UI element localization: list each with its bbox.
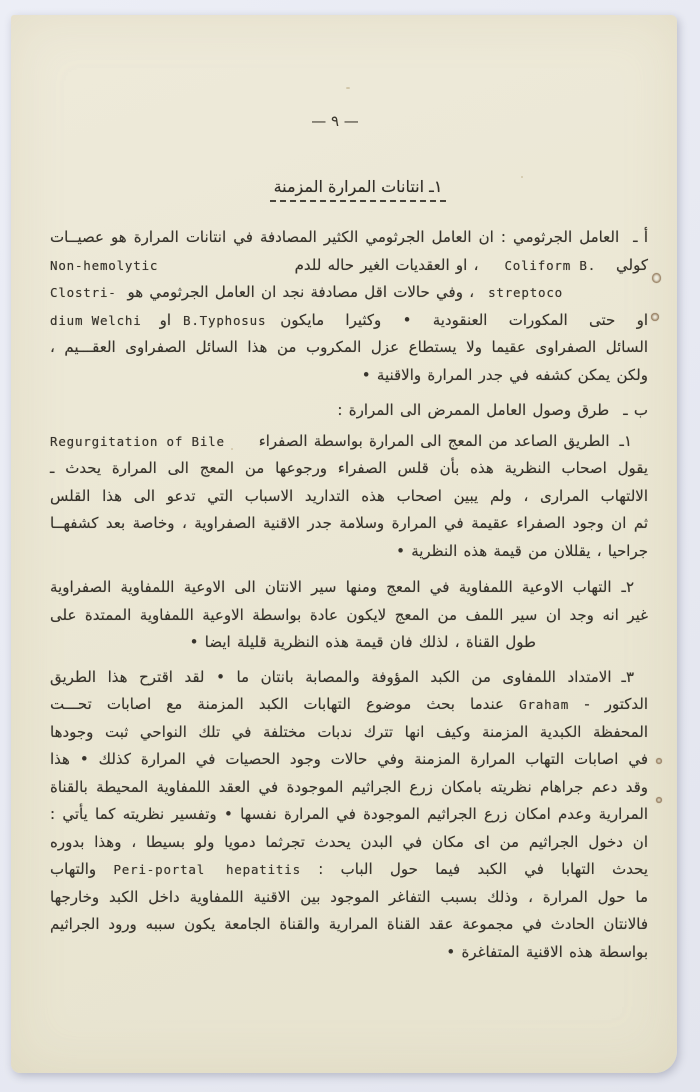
paper-hole [651, 313, 659, 321]
latin-term-coliform: Coliform B. [504, 257, 597, 273]
text-3-2-arabic1: الدكتور - [584, 695, 648, 713]
text-line-3-11: بواسطة هذه الاقنية المتفاغرة • [446, 942, 648, 961]
text-3-2-arabic2: عندما بحث موضوع التهابات الكبد المزمنة مع اصابات تحـــت [50, 695, 505, 713]
text-a1: العامل الجرثومي : ان العامل الجرثومي الكثير المصادفة في انتانات المرارة هو عصيــات [50, 228, 620, 246]
text-1-1-arabic [259, 428, 632, 454]
paper-speck [231, 448, 233, 450]
item-marker-3: ٣ـ [621, 667, 634, 686]
text-line-3-1 [50, 664, 648, 692]
text-b1: طرق وصول العامل الممرض الى المرارة : [337, 401, 610, 419]
text-2-1: التهاب الاوعية اللمفاوية في المعج ومنها سير الانتان الى الاوعية اللمفاوية الصفراوية [50, 578, 612, 596]
text-line-3-6: المرارية وعدم امكان زرع الجراثيم الموجودة في المرارة نفسها • وتفسير نظريته كما يأتي : [50, 805, 648, 823]
text-line-1-4: ثم ان وجود الصفراء عقيمة في المرارة وسلامة جدر الاقنية الصفراوية ، وخاصة بعد كشفهــا [50, 514, 648, 532]
text-a4-arabic2: او حتى المكورات العنقودية • وكثيرا مايكون [280, 310, 648, 329]
paper-hole [652, 273, 661, 283]
text-line-3-7: ان دخول الجراثيم من اى مكان في البدن يحدث تجرثما دمويا ولو بسيطا ، وهذا بدوره [50, 832, 648, 851]
latin-term-peri-portal-hepatitis: Peri-portal hepatitis [113, 862, 301, 877]
text-line-1-3: الالتهاب المرارى ، ولم يبين اصحاب هذه التداريد الاسباب التي تدعو الى هذا القلس [50, 486, 648, 505]
text-line-2-2: غير انه وجد ان سير اللمف من المعج لايكون عادة بواسطة الاوعية اللمفاوية الممتدة على [50, 605, 648, 624]
text-line-b1 [50, 397, 648, 425]
text-line-a6: ولكن يمكن كشفه في جدر المرارة والاقنية • [361, 365, 648, 384]
paper-hole [656, 797, 662, 803]
document-body [50, 224, 648, 966]
text-a2-arabic2: كولي [616, 255, 648, 274]
text-line-2-1 [50, 574, 648, 602]
latin-term-streptoco: streptoco [488, 285, 563, 300]
latin-term-clostri: Clostri- [50, 285, 117, 300]
item-marker-1: ١ـ [619, 431, 632, 450]
text-line-1-2: يقول اصحاب النظرية هذه بأن قلس الصفراء ورجوعها من المعج الى المرارة يحدث ـ [50, 459, 648, 477]
section-heading-text: ١ـ انتانات المرارة المزمنة [270, 177, 447, 202]
paper-speck [346, 87, 350, 89]
latin-term-b-typhosus: B.Typhosus [183, 312, 267, 328]
latin-term-dium-welchi: dium Welchi [50, 312, 142, 328]
text-line-3-2 [50, 691, 648, 719]
latin-term-non-hemolytic: Non-hemolytic [50, 257, 159, 273]
paper-speck [521, 176, 523, 178]
text-line-a3 [50, 279, 648, 307]
latin-term-regurgitation-of-bile: Regurgitation of Bile [50, 433, 225, 449]
section-heading [0, 177, 700, 202]
text-1-1-arabic-body: الطريق الصاعد من المعج الى المرارة بواسطة الصفراء [258, 431, 610, 450]
text-line-3-4: في اصابات التهاب المرارة المزمنة وفي حالات وجود الحصيات في المرارة كذلك • هذا [50, 750, 648, 768]
text-line-1-1 [50, 428, 648, 456]
text-line-3-3: المحفظة الكبدية المزمنة وكيف انها تترك ندبات مختلفة في تلك النواحي ثبت وجودها [50, 722, 648, 741]
text-line-3-5: وقد دعم جراهام نظريته بامكان زرع الجراثيم الموجودة في العقد اللمفاوية المحيطة بالقناة [50, 777, 648, 796]
text-line-3-10: فالانتان الحادث في مجموعة عقد القناة المرارية والقناة الجامعة يكون سببه ورود الجراثيم [50, 915, 648, 933]
page-number: — ٩ — [311, 112, 359, 130]
text-line-2-3: طول القناة ، لذلك فان قيمة هذه النظرية قليلة ايضا • [189, 633, 536, 651]
text-3-8-arabic1: يحدث التهابا في الكبد فيما حول الباب : [318, 860, 648, 878]
text-line-1-5: جراحيا ، يقللان من قيمة هذه النظرية • [396, 541, 648, 560]
item-marker-a: أ ـ [633, 228, 648, 246]
text-3-8-arabic2: والتهاب [50, 860, 97, 878]
text-a2-arabic: ، او العقديات الغير حاله للدم [294, 255, 479, 274]
text-a3-arabic: ، وفي حالات اقل مصادفة نجد ان العامل الجرثومي هو [127, 283, 475, 301]
latin-term-graham: Graham [519, 697, 570, 712]
text-line-a5: السائل الصفراوى عقيما ولا يستطاع عزل المكروب من هذا السائل الصفراوى العقـــيم ، [50, 338, 648, 356]
text-line-a2 [50, 252, 648, 280]
text-line-3-9: ما حول المرارة ، وذلك بسبب التفاغر الموجود بين الاقنية اللمفاوية داخل الكبد وخارجها [50, 887, 648, 906]
text-3-1: الامتداد اللمفاوى من الكبد المؤوفة والمصابة بانتان ما • لقد اقترح هذا الطريق [50, 667, 612, 686]
item-marker-b: ب ـ [623, 401, 648, 419]
item-marker-2: ٢ـ [621, 578, 634, 596]
text-line-3-8 [50, 856, 648, 884]
text-line-a1 [50, 224, 648, 252]
text-line-a4 [50, 307, 648, 335]
text-a4-arabic: او [159, 310, 172, 329]
paper-hole [656, 758, 662, 764]
